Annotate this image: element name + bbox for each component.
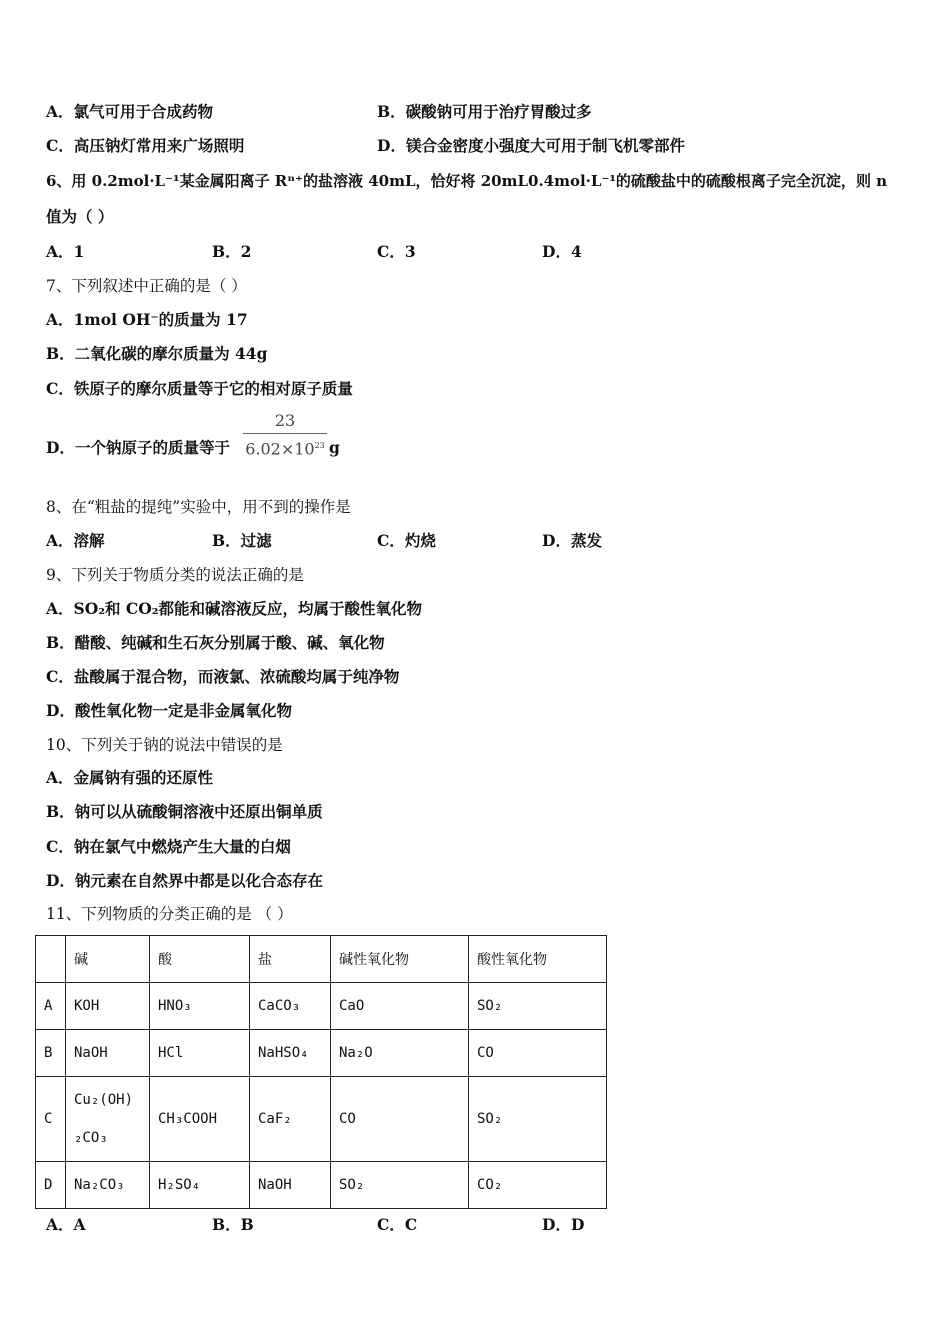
q6-option-c: C．3 — [377, 242, 416, 261]
q6-stem-line2: 值为（ ） — [46, 207, 114, 226]
q8-option-d: D．蒸发 — [542, 531, 602, 550]
q5-option-a: A．氯气可用于合成药物 — [46, 102, 214, 121]
q7-stem: 7、下列叙述中正确的是（ ） — [46, 277, 247, 295]
q5-option-b: B．碳酸钠可用于治疗胃酸过多 — [377, 102, 592, 121]
q10-option-a: A．金属钠有强的还原性 — [46, 768, 214, 787]
q7-option-d-prefix: D．一个钠原子的质量等于 — [46, 438, 230, 457]
header-cell: 盐 — [250, 936, 331, 983]
table-row — [36, 1077, 607, 1162]
table-cell: KOH — [66, 983, 150, 1030]
table-cell: Cu₂(OH)₂CO₃ — [66, 1077, 150, 1162]
q7-option-b: B．二氧化碳的摩尔质量为 44g — [46, 344, 268, 363]
q10-option-b: B．钠可以从硫酸铜溶液中还原出铜单质 — [46, 802, 323, 821]
table-cell: CH₃COOH — [150, 1077, 250, 1162]
q5-option-d: D．镁合金密度小强度大可用于制飞机零部件 — [377, 136, 685, 155]
fraction-denominator — [243, 435, 327, 460]
table-cell: CaF₂ — [250, 1077, 331, 1162]
q6-option-d: D．4 — [542, 242, 582, 261]
header-cell: 酸性氧化物 — [469, 936, 607, 983]
q6-stem-line1: 6、用 0.2mol·L⁻¹某金属阳离子 Rⁿ⁺的盐溶液 40mL，恰好将 20mL0.4mol·L⁻¹的硫酸盐中的硫酸根离子完全沉淀，则 n — [46, 172, 888, 190]
q6-option-b: B．2 — [212, 242, 252, 261]
q9-option-d: D．酸性氧化物一定是非金属氧化物 — [46, 701, 292, 720]
table-cell: NaOH — [250, 1162, 331, 1209]
q6-option-a: A．1 — [46, 242, 85, 261]
q9-option-b: B．醋酸、纯碱和生石灰分别属于酸、碱、氧化物 — [46, 633, 385, 652]
table-header-row — [36, 936, 607, 983]
table-cell: SO₂ — [469, 983, 607, 1030]
table-cell: HNO₃ — [150, 983, 250, 1030]
q9-option-a: A．SO₂和 CO₂都能和碱溶液反应，均属于酸性氧化物 — [46, 599, 423, 618]
q11-option-a: A．A — [46, 1215, 86, 1234]
header-cell: 碱性氧化物 — [331, 936, 469, 983]
table-cell: Na₂CO₃ — [66, 1162, 150, 1209]
table-cell: CO₂ — [469, 1162, 607, 1209]
table-cell: B — [36, 1030, 66, 1077]
table-cell: HCl — [150, 1030, 250, 1077]
q7-option-a: A．1mol OH⁻的质量为 17 — [46, 310, 248, 329]
q8-option-c: C．灼烧 — [377, 531, 436, 550]
fraction-bar — [243, 433, 327, 434]
table-cell: NaOH — [66, 1030, 150, 1077]
q7-option-d-unit: g — [329, 438, 340, 457]
table-cell: SO₂ — [469, 1077, 607, 1162]
q9-stem: 9、下列关于物质分类的说法正确的是 — [46, 566, 304, 584]
q5-option-c: C．高压钠灯常用来广场照明 — [46, 136, 245, 155]
q10-stem: 10、下列关于钠的说法中错误的是 — [46, 736, 283, 754]
table-row — [36, 1030, 607, 1077]
q7-option-c: C．铁原子的摩尔质量等于它的相对原子质量 — [46, 379, 353, 398]
table-cell: CaCO₃ — [250, 983, 331, 1030]
table-cell: CaO — [331, 983, 469, 1030]
table-cell: Na₂O — [331, 1030, 469, 1077]
table-cell: H₂SO₄ — [150, 1162, 250, 1209]
denominator-exponent: 23 — [314, 441, 325, 450]
table-cell: SO₂ — [331, 1162, 469, 1209]
q10-option-c: C．钠在氯气中燃烧产生大量的白烟 — [46, 837, 291, 856]
header-cell: 碱 — [66, 936, 150, 983]
table-cell: CO — [331, 1077, 469, 1162]
header-cell: 酸 — [150, 936, 250, 983]
table-cell: NaHSO₄ — [250, 1030, 331, 1077]
q11-stem: 11、下列物质的分类正确的是 （ ） — [46, 905, 293, 923]
q11-option-c: C．C — [377, 1215, 418, 1234]
table-cell: C — [36, 1077, 66, 1162]
q10-option-d: D．钠元素在自然界中都是以化合态存在 — [46, 871, 323, 890]
table-row — [36, 983, 607, 1030]
q9-option-c: C．盐酸属于混合物，而液氯、浓硫酸均属于纯净物 — [46, 667, 400, 686]
fraction-numerator: 23 — [274, 411, 296, 430]
denominator-base: 6.02×10 — [245, 439, 315, 459]
q11-option-d: D．D — [542, 1215, 585, 1234]
header-cell — [36, 936, 66, 983]
q7-fraction — [243, 410, 327, 460]
table-cell: D — [36, 1162, 66, 1209]
table-cell: A — [36, 983, 66, 1030]
q11-option-b: B．B — [212, 1215, 254, 1234]
classification-table — [35, 935, 607, 1209]
q8-option-b: B．过滤 — [212, 531, 272, 550]
table-cell: CO — [469, 1030, 607, 1077]
table-row — [36, 1162, 607, 1209]
q8-stem: 8、在“粗盐的提纯”实验中，用不到的操作是 — [46, 498, 351, 516]
q8-option-a: A．溶解 — [46, 531, 105, 550]
